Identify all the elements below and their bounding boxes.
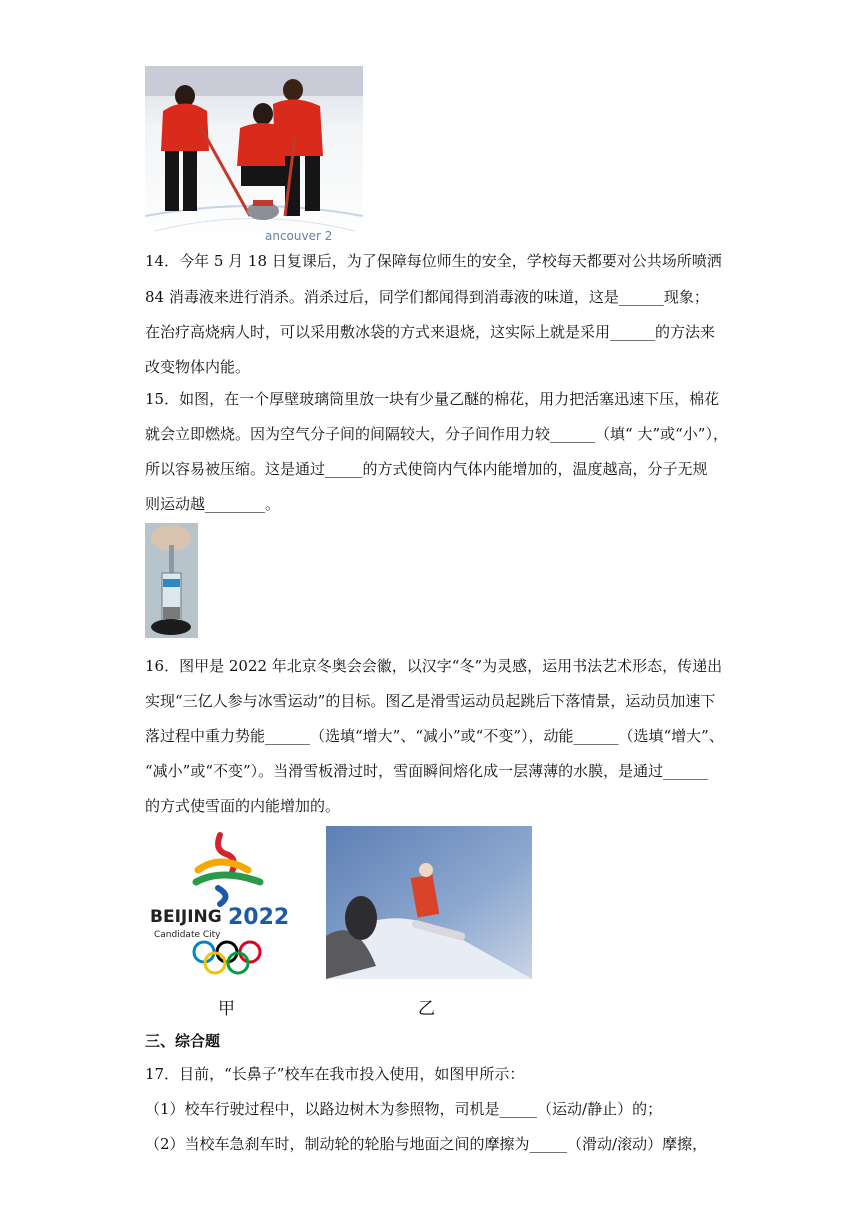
piston-tube-photo (145, 523, 198, 638)
curling-photo (145, 66, 363, 243)
q16-line-1: 16．图甲是 2022 年北京冬奥会会徽，以汉字“冬”为灵感，运用书法艺术形态，传递出 (145, 657, 723, 675)
q16-line-3: 落过程中重力势能______（选填“增大”、“减小”或“不变”），动能______（选填“增大”、 (145, 727, 724, 745)
beijing-2022-logo (148, 830, 303, 980)
caption-yi: 乙 (418, 999, 435, 1019)
q17-line-3: （2）当校车急刹车时，制动轮的轮胎与地面之间的摩擦为_____（滑动/滚动）摩擦， (145, 1135, 708, 1153)
q16-line-5: 的方式使雪面的内能增加的。 (145, 797, 341, 815)
caption-jia: 甲 (218, 999, 235, 1019)
logo-candidate-text: Candidate City (154, 930, 221, 940)
q14-line-2: 84 消毒液来进行消杀。消杀过后，同学们都闻得到消毒液的味道，这是______现象； (145, 288, 709, 306)
q16-line-4: “减小”或“不变”）。当滑雪板滑过时，雪面瞬间熔化成一层薄薄的水膜，是通过______ (145, 762, 709, 780)
logo-year-text: 2022 (228, 905, 290, 930)
q14-line-1: 14．今年 5 月 18 日复课后，为了保障每位师生的安全，学校每天都要对公共场所喷洒 (145, 252, 722, 270)
q15-line-3: 所以容易被压缩。这是通过_____的方式使筒内气体内能增加的，温度越高，分子无规 (145, 460, 708, 478)
section3-heading: 三、综合题 (145, 1032, 221, 1050)
q15-line-1: 15．如图，在一个厚壁玻璃筒里放一块有少量乙醚的棉花，用力把活塞迅速下压，棉花 (145, 390, 720, 408)
q16-line-2: 实现“三亿人参与冰雪运动”的目标。图乙是滑雪运动员起跳后下落情景，运动员加速下 (145, 692, 716, 710)
q14-line-3: 在治疗高烧病人时，可以采用敷冰袋的方式来退烧，这实际上就是采用______的方法来 (145, 323, 716, 341)
snowboarder-photo (326, 826, 532, 979)
q17-line-2: （1）校车行驶过程中，以路边树木为参照物，司机是_____（运动/静止）的； (145, 1100, 663, 1118)
q15-line-4: 则运动越________。 (145, 495, 281, 513)
q14-line-4: 改变物体内能。 (145, 358, 251, 376)
q17-line-1: 17．目前，“长鼻子”校车在我市投入使用，如图甲所示： (145, 1065, 525, 1083)
logo-beijing-text: BEIJING (150, 907, 222, 927)
svg-text:ancouver 2: ancouver 2 (265, 229, 333, 243)
q15-line-2: 就会立即燃烧。因为空气分子间的间隔较大，分子间作用力较______（填“ 大”或“小”）， (145, 425, 728, 443)
